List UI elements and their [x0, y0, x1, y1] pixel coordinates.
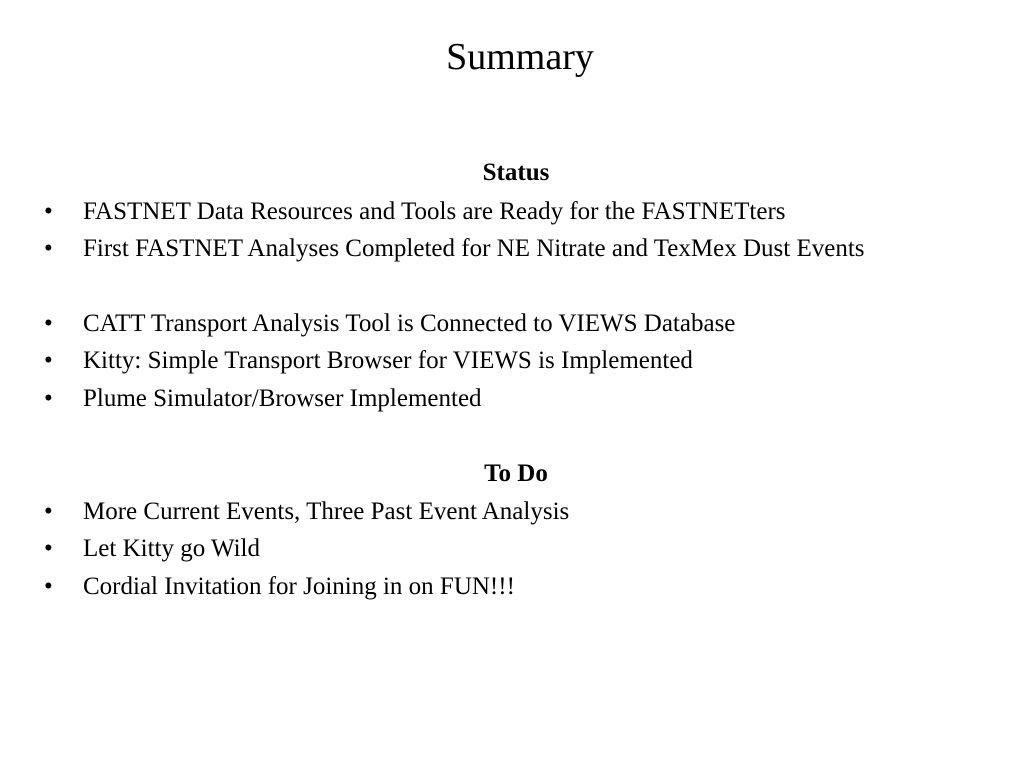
section-heading-to-do: To Do: [484, 460, 548, 487]
section-heading-status: Status: [482, 159, 550, 186]
bullet-icon: •: [44, 198, 53, 225]
bullet-icon: •: [44, 535, 53, 562]
list-item-text: Plume Simulator/Browser Implemented: [83, 385, 482, 412]
list-item-text: FASTNET Data Resources and Tools are Ready for the FASTNETters: [83, 198, 786, 225]
list-item-text: First FASTNET Analyses Completed for NE Nitrate and TexMex Dust Events: [83, 235, 865, 262]
list-item-text: More Current Events, Three Past Event Analysis: [83, 498, 570, 525]
bullet-icon: •: [44, 235, 53, 262]
bullet-icon: •: [44, 498, 53, 525]
bullet-icon: •: [44, 310, 53, 337]
list-item-text: Let Kitty go Wild: [83, 535, 260, 562]
bullet-icon: •: [44, 385, 53, 412]
slide-title: Summary: [446, 36, 594, 78]
list-item-text: Cordial Invitation for Joining in on FUN!!!: [83, 573, 515, 600]
list-item-text: Kitty: Simple Transport Browser for VIEWS is Implemented: [83, 347, 693, 374]
bullet-icon: •: [44, 573, 53, 600]
bullet-icon: •: [44, 347, 53, 374]
list-item-text: CATT Transport Analysis Tool is Connected to VIEWS Database: [83, 310, 736, 337]
